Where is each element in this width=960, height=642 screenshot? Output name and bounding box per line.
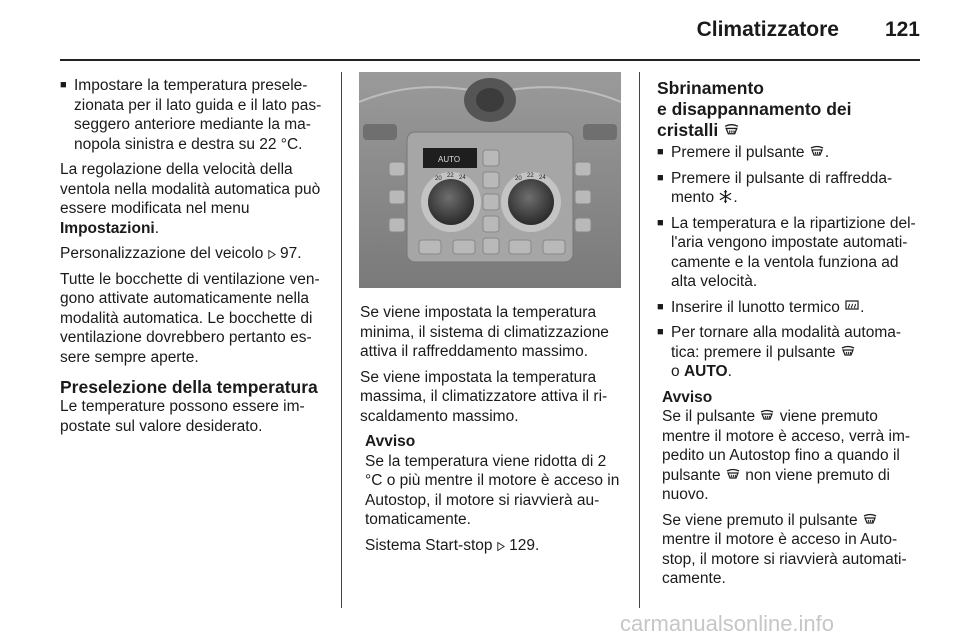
page-number: 121 <box>884 18 920 41</box>
paragraph: Sistema Start-stop 129. <box>365 536 540 554</box>
rear-window-heater-icon <box>844 298 860 314</box>
bullet-square-icon: ■ <box>657 216 664 229</box>
paragraph: Se viene impostata la temperatura massima, il climatizzatore attiva il ri- scaldamento massimo. <box>360 368 608 425</box>
list-item: ■ Per tornare alla modalità automa- tica: premere il pulsante o AUTO. <box>657 324 902 380</box>
bullet-square-icon: ■ <box>60 79 67 91</box>
svg-text:22: 22 <box>447 173 454 179</box>
column-divider-1 <box>341 72 342 608</box>
list-item: ■ Impostare la temperatura presele- zionata per il lato guida e il lato pas- seggero anteriore mediante la ma- nopola sinistra e destra su 22 °C. <box>60 77 322 153</box>
paragraph: La regolazione della velocità della ventola nella modalità automatica può essere modificata nel menu Impostazioni. <box>60 161 321 237</box>
watermark: carmanualsonline.info <box>620 611 835 636</box>
section-heading: Preselezione della temperatura <box>60 377 318 397</box>
header-rule <box>60 59 920 61</box>
list-item: ■ Premere il pulsante . <box>657 144 830 161</box>
paragraph: Se viene premuto il pulsante mentre il motore è acceso in Auto- stop, il motore si riavvierà automati- camente. <box>662 511 907 587</box>
snowflake-icon <box>718 189 733 204</box>
svg-text:20: 20 <box>515 176 522 182</box>
page-header <box>697 18 920 42</box>
column-divider-2 <box>639 72 640 608</box>
page-title: Climatizzatore <box>696 18 839 41</box>
list-item: ■ La temperatura e la ripartizione del- l'aria vengono impostate automati- camente e la ventola funziona ad alta velocità. <box>657 214 916 290</box>
list-item: ■ Premere il pulsante di raffredda- mento . <box>657 169 893 206</box>
paragraph: Se il pulsante viene premuto mentre il motore è acceso, verrà im- pedito un Autostop fino a quando il pulsante non viene premuto di nuovo. <box>662 408 911 503</box>
right-temperature-knob <box>501 172 561 232</box>
svg-text:20: 20 <box>435 176 442 182</box>
list-item: ■ Inserire il lunotto termico . <box>657 298 865 316</box>
auto-button-label: AUTO <box>438 155 461 164</box>
defrost-icon <box>723 121 740 138</box>
paragraph: Se viene impostata la temperatura minima, il sistema di climatizzazione attiva il raffreddamento massimo. <box>360 304 609 360</box>
defrost-icon <box>725 466 741 482</box>
defrost-icon <box>809 143 825 159</box>
note-title: Avviso <box>662 388 713 406</box>
left-temperature-knob <box>421 172 481 232</box>
column-2 <box>360 303 624 561</box>
paragraph: Tutte le bocchette di ventilazione ven- gono attivate automaticamente nella modalità automatica. Le bocchette di ventilazione dovrebbero pertanto es- sere sempre aperte. <box>60 270 320 366</box>
defrost-icon <box>840 343 856 359</box>
paragraph: Le temperature possono essere im- postate sul valore desiderato. <box>60 398 305 435</box>
page-reference-arrow-icon <box>497 541 505 552</box>
note-box <box>662 388 925 589</box>
bullet-square-icon: ■ <box>657 171 664 184</box>
svg-text:22: 22 <box>527 173 534 179</box>
note-title: Avviso <box>365 433 416 450</box>
column-3 <box>657 78 925 595</box>
defrost-icon <box>759 407 775 423</box>
section-heading: Sbrinamento e disappannamento dei cristalli <box>657 78 852 140</box>
bullet-square-icon: ■ <box>657 326 664 338</box>
svg-text:24: 24 <box>539 175 546 181</box>
page-reference-arrow-icon <box>268 249 276 260</box>
column-1 <box>60 76 328 442</box>
bullet-square-icon: ■ <box>657 300 664 313</box>
paragraph: Se la temperatura viene ridotta di 2 °C o più mentre il motore è acceso in Autostop, il motore si riavvierà au- tomaticamente. <box>365 452 620 528</box>
defrost-icon <box>862 511 878 527</box>
climate-control-panel-photo <box>359 72 621 288</box>
bullet-square-icon: ■ <box>657 146 664 158</box>
note-box <box>365 432 624 555</box>
svg-text:24: 24 <box>459 175 466 181</box>
paragraph: Personalizzazione del veicolo 97. <box>60 245 302 262</box>
